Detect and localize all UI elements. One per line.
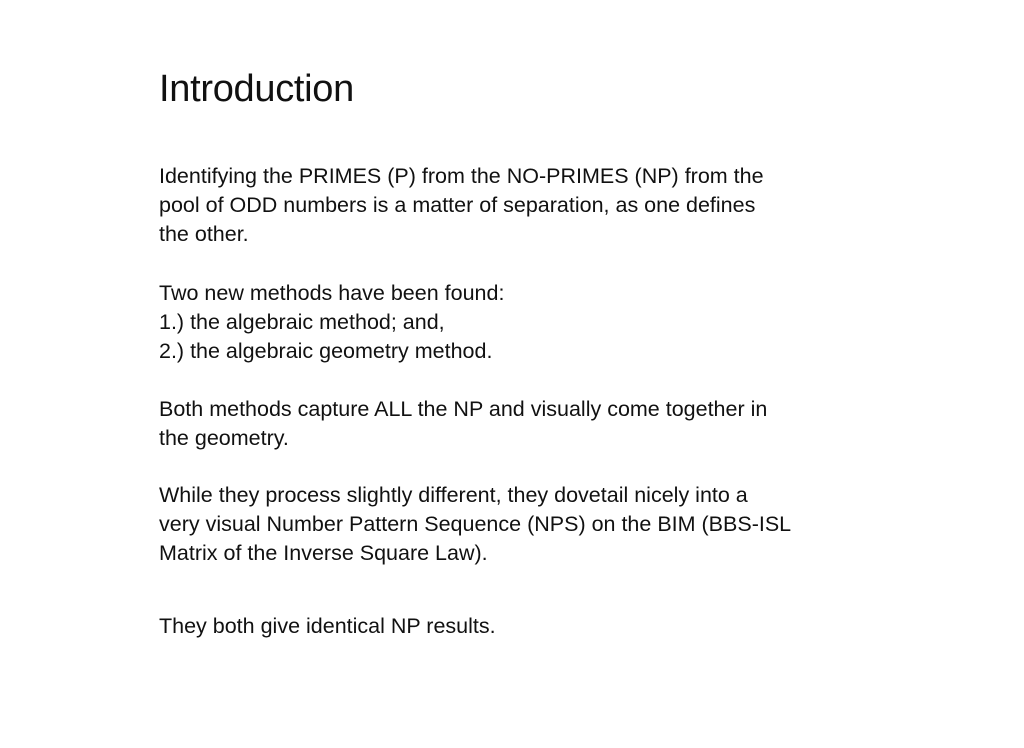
text-line: While they process slightly different, they dovetail nicely into a bbox=[159, 483, 748, 507]
slide-title: Introduction bbox=[159, 68, 354, 110]
text-line: the other. bbox=[159, 222, 249, 246]
text-line: pool of ODD numbers is a matter of separation, as one defines bbox=[159, 193, 756, 217]
dovetail-paragraph bbox=[159, 481, 879, 568]
list-item: 2.) the algebraic geometry method. bbox=[159, 339, 493, 363]
intro-paragraph bbox=[159, 162, 879, 249]
text-line: very visual Number Pattern Sequence (NPS) on the BIM (BBS-ISL bbox=[159, 512, 792, 536]
text-line: the geometry. bbox=[159, 426, 289, 450]
results-paragraph bbox=[159, 612, 879, 641]
capture-paragraph bbox=[159, 395, 879, 453]
text-line: They both give identical NP results. bbox=[159, 614, 496, 638]
methods-paragraph bbox=[159, 279, 879, 366]
list-item: 1.) the algebraic method; and, bbox=[159, 310, 445, 334]
text-line: Matrix of the Inverse Square Law). bbox=[159, 541, 488, 565]
text-line: Two new methods have been found: bbox=[159, 281, 505, 305]
text-line: Identifying the PRIMES (P) from the NO-PRIMES (NP) from the bbox=[159, 164, 764, 188]
text-line: Both methods capture ALL the NP and visually come together in bbox=[159, 397, 768, 421]
